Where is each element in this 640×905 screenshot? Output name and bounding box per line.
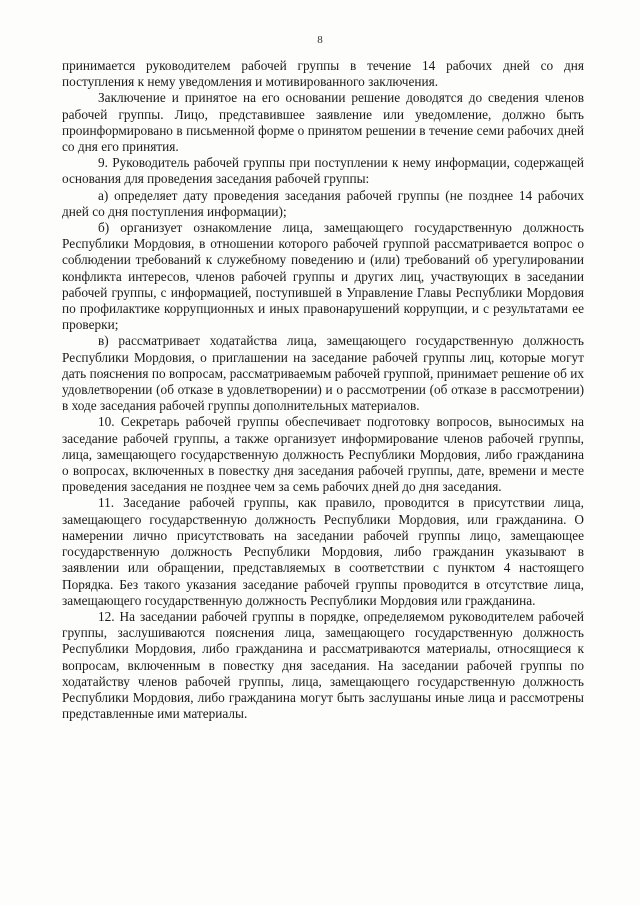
paragraph-item-9v: в) рассматривает ходатайства лица, замещающего государственную должность Республики Мордовия, о приглашении на заседание рабочей группы лиц, которые могут дать пояснения по вопросам, рассматриваемым рабочей группой, принимает решение об их удовлетворении (об отказе в удовлетворении) и о рассмотрении (об отказе в рассмотрении) в ходе заседания рабочей группы дополнительных материалов. bbox=[62, 333, 584, 414]
paragraph-item-12: 12. На заседании рабочей группы в порядке, определяемом руководителем рабочей группы, заслушиваются пояснения лица, замещающего государственную должность Республики Мордовия, либо гражданина и рассматриваются материалы, относящиеся к вопросам, включенным в повестку дня заседания. На заседании рабочей группы по ходатайству членов рабочей группы, лица, замещающего государственную должность Республики Мордовия, либо гражданина могут быть заслушаны иные лица и рассмотрены представленные ими материалы. bbox=[62, 608, 584, 722]
paragraph-item-9: 9. Руководитель рабочей группы при поступлении к нему информации, содержащей основания для проведения заседания рабочей группы: bbox=[62, 155, 584, 187]
paragraph-item-11: 11. Заседание рабочей группы, как правило, проводится в присутствии лица, замещающего государственную должность Республики Мордовия, или гражданина. О намерении лично присутствовать на заседании рабочей группы лицо, замещающее государственную должность Республики Мордовия, либо гражданин указывают в заявлении или обращении, представляемых в соответствии с пунктом 4 настоящего Порядка. Без такого указания заседание рабочей группы проводится в отсутствие лица, замещающего государственную должность Республики Мордовия или гражданина. bbox=[62, 495, 584, 608]
page-number: 8 bbox=[317, 34, 323, 46]
paragraph-item-10: 10. Секретарь рабочей группы обеспечивает подготовку вопросов, выносимых на заседание рабочей группы, а также организует информирование членов рабочей группы, лица, замещающего государственную должность Республики Мордовия, либо гражданина о вопросах, включенных в повестку дня заседания рабочей группы, дате, времени и месте проведения заседания не позднее чем за семь рабочих дней до дня заседания. bbox=[62, 414, 584, 495]
paragraph-continuation: принимается руководителем рабочей группы в течение 14 рабочих дней со дня поступления к нему уведомления и мотивированного заключения. bbox=[62, 58, 584, 90]
paragraph-conclusion: Заключение и принятое на его основании решение доводятся до сведения членов рабочей группы. Лицо, представившее заявление или уведомление, должно быть проинформировано в письменной форме о принятом решении в течение семи рабочих дней со дня его принятия. bbox=[62, 90, 584, 155]
paragraph-item-9a: а) определяет дату проведения заседания рабочей группы (не позднее 14 рабочих дней со дня поступления информации); bbox=[62, 187, 584, 219]
document-body bbox=[62, 58, 584, 722]
paragraph-item-9b: б) организует ознакомление лица, замещающего государственную должность Республики Мордовия, в отношении которого рабочей группой рассматривается вопрос о соблюдении требований к служебному поведению и (или) требований об урегулировании конфликта интересов, членов рабочей группы и других лиц, участвующих в заседании рабочей группы, с информацией, поступившей в Управление Главы Республики Мордовия по профилактике коррупционных и иных правонарушений коррупции, и с результатами ее проверки; bbox=[62, 220, 584, 333]
